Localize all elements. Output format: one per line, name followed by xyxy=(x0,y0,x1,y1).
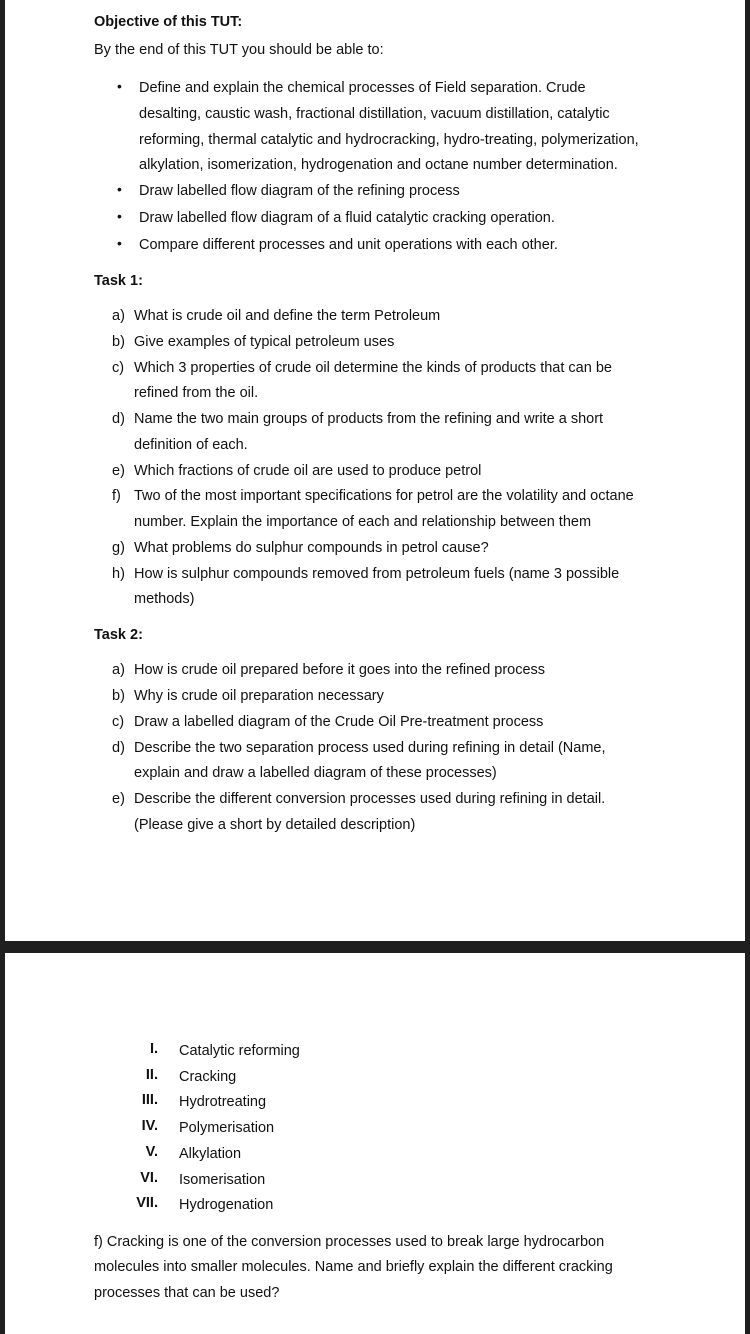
question-f-line-2: molecules into smaller molecules. Name and briefly explain the different cracking xyxy=(94,1259,613,1275)
task2-e-letter: e) xyxy=(112,791,125,807)
task1-c-line-2: refined from the oil. xyxy=(134,385,259,401)
task1-h-letter: h) xyxy=(112,566,125,582)
task2-e-line-1: Describe the different conversion processes used during refining in detail. xyxy=(134,791,606,807)
roman-item-label: Hydrogenation xyxy=(179,1197,274,1213)
task2-c-text: Draw a labelled diagram of the Crude Oil Pre-treatment process xyxy=(134,714,544,730)
roman-item-label: Hydrotreating xyxy=(179,1094,267,1110)
question-f-line-3: processes that can be used? xyxy=(94,1285,280,1301)
task1-heading: Task 1: xyxy=(94,273,143,289)
bullet-dot: • xyxy=(117,78,122,94)
task2-a-text: How is crude oil prepared before it goes into the refined process xyxy=(134,662,546,678)
bullet-dot: • xyxy=(117,208,122,224)
task2-b-letter: b) xyxy=(112,688,125,704)
roman-item-label: Polymerisation xyxy=(179,1120,275,1136)
bullet-2: Draw labelled flow diagram of the refining process xyxy=(139,183,460,199)
task1-f-line-2: number. Explain the importance of each and relationship between them xyxy=(134,514,592,530)
objective-intro: By the end of this TUT you should be able to: xyxy=(94,42,384,58)
roman-numeral: V. xyxy=(145,1144,158,1160)
roman-numeral: VI. xyxy=(140,1170,158,1186)
task1-b-letter: b) xyxy=(112,334,125,350)
task2-e-line-2: (Please give a short by detailed description) xyxy=(134,817,416,833)
objective-heading: Objective of this TUT: xyxy=(94,14,243,30)
task1-b-text: Give examples of typical petroleum uses xyxy=(134,334,395,350)
task1-a-letter: a) xyxy=(112,308,125,324)
bullet-dot: • xyxy=(117,235,122,251)
bullet-1-line-4: alkylation, isomerization, hydrogenation and octane number determination. xyxy=(139,157,618,173)
task1-g-text: What problems do sulphur compounds in petrol cause? xyxy=(134,540,489,556)
task1-g-letter: g) xyxy=(112,540,125,556)
roman-numeral: III. xyxy=(141,1092,158,1108)
roman-numeral: VII. xyxy=(136,1195,158,1211)
roman-item-label: Catalytic reforming xyxy=(179,1043,300,1059)
task1-e-text: Which fractions of crude oil are used to produce petrol xyxy=(134,463,482,479)
bullet-1-line-2: desalting, caustic wash, fractional distillation, vacuum distillation, catalytic xyxy=(139,106,610,122)
task1-d-line-1: Name the two main groups of products from the refining and write a short xyxy=(134,411,604,427)
task2-d-letter: d) xyxy=(112,740,125,756)
roman-item-label: Cracking xyxy=(179,1069,237,1085)
task1-h-line-1: How is sulphur compounds removed from petroleum fuels (name 3 possible xyxy=(134,566,620,582)
task2-d-line-2: explain and draw a labelled diagram of these processes) xyxy=(134,765,497,781)
task1-d-line-2: definition of each. xyxy=(134,437,248,453)
task1-a-text: What is crude oil and define the term Petroleum xyxy=(134,308,441,324)
page-2 xyxy=(5,953,745,1334)
task2-d-line-1: Describe the two separation process used during refining in detail (Name, xyxy=(134,740,606,756)
task2-a-letter: a) xyxy=(112,662,125,678)
task1-c-letter: c) xyxy=(112,360,125,376)
task2-b-text: Why is crude oil preparation necessary xyxy=(134,688,384,704)
question-f-line-1: f) Cracking is one of the conversion processes used to break large hydrocarbon xyxy=(94,1234,605,1250)
task2-c-letter: c) xyxy=(112,714,125,730)
task1-h-line-2: methods) xyxy=(134,591,195,607)
bullet-1-line-3: reforming, thermal catalytic and hydrocracking, hydro-treating, polymerization, xyxy=(139,132,639,148)
page-1 xyxy=(5,0,745,941)
task1-f-line-1: Two of the most important specifications for petrol are the volatility and octane xyxy=(134,488,634,504)
task1-e-letter: e) xyxy=(112,463,125,479)
roman-item-label: Isomerisation xyxy=(179,1172,266,1188)
bullet-3: Draw labelled flow diagram of a fluid catalytic cracking operation. xyxy=(139,210,555,226)
task1-f-letter: f) xyxy=(112,488,121,504)
roman-numeral: II. xyxy=(145,1067,158,1083)
task1-d-letter: d) xyxy=(112,411,125,427)
task2-heading: Task 2: xyxy=(94,627,143,643)
roman-numeral: IV. xyxy=(141,1118,158,1134)
task1-c-line-1: Which 3 properties of crude oil determine the kinds of products that can be xyxy=(134,360,612,376)
bullet-1-line-1: Define and explain the chemical processes of Field separation. Crude xyxy=(139,80,586,96)
bullet-dot: • xyxy=(117,181,122,197)
roman-numeral: I. xyxy=(149,1041,158,1057)
bullet-4: Compare different processes and unit operations with each other. xyxy=(139,237,558,253)
roman-item-label: Alkylation xyxy=(179,1146,242,1162)
